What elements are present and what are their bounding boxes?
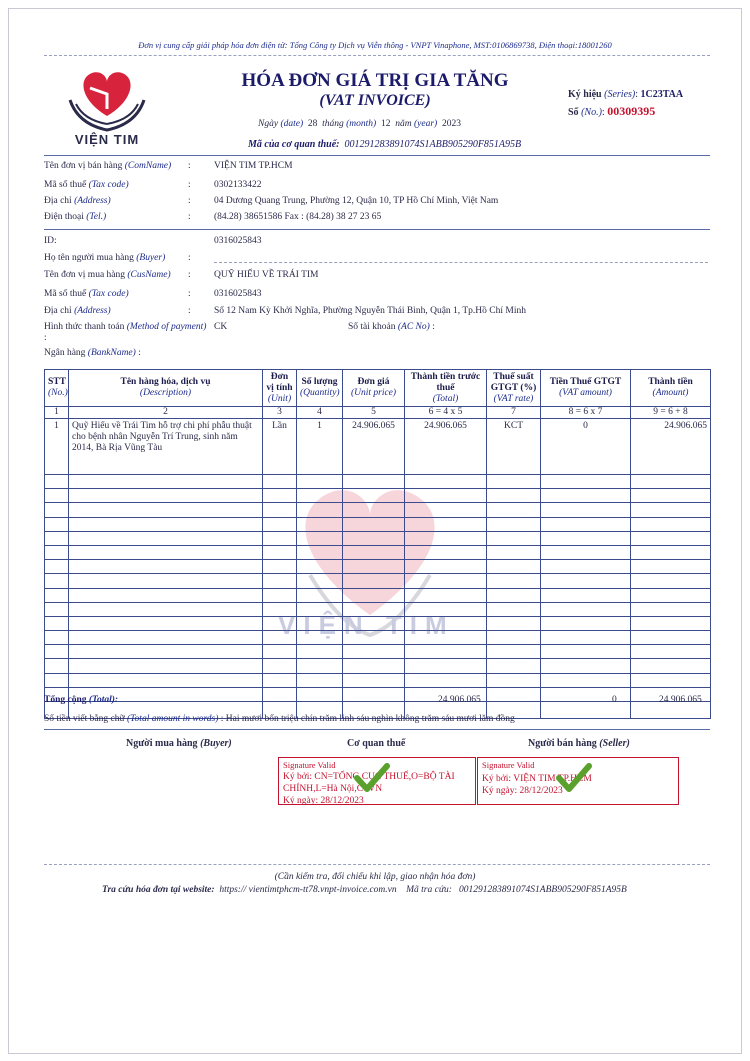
watermark-logo-text: VIỆN TIM (278, 610, 455, 640)
empty-cell (631, 574, 711, 588)
empty-cell (297, 616, 343, 630)
payment-method-label: Hình thức thanh toán (Method of payment) (44, 322, 207, 332)
header-unit-price: Đơn giá (Unit price) (343, 370, 405, 407)
seller-phone: (84.28) 38651586 Fax : (84.28) 38 27 23 65 (214, 212, 382, 222)
empty-cell (69, 574, 263, 588)
top-divider (44, 55, 710, 56)
empty-cell (487, 616, 541, 630)
colon: : (188, 180, 191, 190)
empty-cell (263, 673, 297, 687)
empty-cell (487, 588, 541, 602)
empty-cell (297, 631, 343, 645)
empty-cell (263, 574, 297, 588)
total-vat-amount: 0 (612, 695, 617, 705)
table-row (45, 517, 711, 531)
signature-status: Signature Valid (482, 760, 535, 770)
words-divider (44, 729, 710, 730)
index-cell: 8 = 6 x 7 (541, 407, 631, 419)
empty-cell (263, 687, 297, 701)
empty-cell (45, 475, 69, 489)
empty-cell (631, 531, 711, 545)
empty-cell (45, 602, 69, 616)
empty-cell (487, 687, 541, 701)
table-row (45, 631, 711, 645)
amount-in-words: Số tiền viết bằng chữ (Total amount in words) : Hai mươi bốn triệu chín trăm linh sáu nghìn không trăm sáu mươi lăm đồng (44, 714, 515, 724)
empty-cell (343, 574, 405, 588)
empty-cell (263, 560, 297, 574)
table-row (45, 545, 711, 559)
empty-cell (631, 616, 711, 630)
table-row (45, 419, 711, 475)
table-row (45, 673, 711, 687)
empty-cell (405, 574, 487, 588)
seller-tax-label: Mã số thuế (Tax code) (44, 180, 129, 190)
signed-date: Ký ngày: 28/12/2023 (283, 796, 364, 806)
index-cell: 4 (297, 407, 343, 419)
empty-cell (343, 489, 405, 503)
invoice-subtitle: (VAT INVOICE) (319, 92, 431, 109)
table-row (45, 574, 711, 588)
item-description: Quỹ Hiếu về Trái Tim hỗ trợ chi phí phẫu thuật cho bệnh nhân Nguyễn Trí Trung, sinh năm 2014, Bà Rịa Vũng Tàu (69, 419, 263, 475)
empty-cell (487, 673, 541, 687)
table-row (45, 475, 711, 489)
table-row (45, 531, 711, 545)
empty-cell (343, 517, 405, 531)
empty-cell (487, 574, 541, 588)
empty-cell (487, 560, 541, 574)
header-quantity: Số lượng (Quantity) (297, 370, 343, 407)
empty-cell (69, 588, 263, 602)
buyer-label: Họ tên người mua hàng (Buyer) (44, 253, 166, 263)
empty-cell (45, 616, 69, 630)
seller-divider (44, 229, 710, 230)
empty-cell (263, 531, 297, 545)
empty-cell (541, 602, 631, 616)
empty-cell (343, 545, 405, 559)
empty-cell (631, 673, 711, 687)
items-table (44, 369, 711, 719)
empty-cell (297, 489, 343, 503)
empty-cell (45, 631, 69, 645)
empty-cell (263, 659, 297, 673)
heart-hands-icon (62, 64, 152, 134)
empty-cell (631, 588, 711, 602)
empty-cell (297, 673, 343, 687)
empty-cell (45, 645, 69, 659)
empty-cell (631, 545, 711, 559)
empty-cell (263, 588, 297, 602)
empty-cell (487, 475, 541, 489)
footer-note: (Cần kiểm tra, đối chiếu khi lập, giao nhận hóa đơn) (274, 872, 476, 882)
table-row (45, 645, 711, 659)
empty-cell (343, 560, 405, 574)
empty-cell (405, 475, 487, 489)
table-header-row (45, 370, 711, 407)
invoice-date: Ngày (date) 28 tháng (month) 12 năm (year) 2023 (258, 119, 461, 129)
empty-cell (631, 517, 711, 531)
header-vat-amount: Tiền Thuế GTGT (VAT amount) (541, 370, 631, 407)
seller-name: VIỆN TIM TP.HCM (214, 161, 293, 171)
lookup-url[interactable]: https:// vientimtphcm-tt78.vnpt-invoice.com.vn (219, 885, 397, 895)
item-unit-price: 24.906.065 (343, 419, 405, 475)
empty-cell (45, 545, 69, 559)
empty-cell (405, 673, 487, 687)
colon: : (188, 196, 191, 206)
empty-cell (541, 645, 631, 659)
empty-cell (69, 645, 263, 659)
buyer-id-label: ID: (44, 236, 57, 246)
item-quantity: 1 (297, 419, 343, 475)
empty-cell (487, 645, 541, 659)
empty-cell (541, 659, 631, 673)
empty-cell (631, 560, 711, 574)
header-no: STT (No.) (45, 370, 69, 407)
buyer-signature-label: Người mua hàng (Buyer) (126, 738, 232, 749)
buyer-tax: 0316025843 (214, 289, 262, 299)
lookup-line: Tra cứu hóa đơn tại website: https:// vientimtphcm-tt78.vnpt-invoice.com.vn Mã tra cứu: 001291283891074S1ABB905290F851A95B (102, 885, 627, 895)
empty-cell (487, 602, 541, 616)
empty-cell (405, 489, 487, 503)
seller-name-label: Tên đơn vị bán hàng (ComName) (44, 161, 172, 171)
table-row (45, 602, 711, 616)
signed-by-cont: CHÍNH,L=Hà Nội,C=VN (283, 784, 383, 794)
table-row (45, 503, 711, 517)
buyer-address: Số 12 Nam Kỳ Khởi Nghĩa, Phường Nguyễn Thái Bình, Quận 1, Tp.Hồ Chí Minh (214, 306, 526, 316)
empty-cell (631, 602, 711, 616)
bank-label: Ngân hàng (BankName) : (44, 348, 141, 358)
empty-cell (405, 517, 487, 531)
empty-cell (343, 659, 405, 673)
empty-cell (69, 503, 263, 517)
item-total: 24.906.065 (405, 419, 487, 475)
colon: : (188, 306, 191, 316)
buyer-name-label: Tên đơn vị mua hàng (CusName) (44, 270, 171, 280)
date-day: 28 (307, 119, 318, 129)
lookup-code: 001291283891074S1ABB905290F851A95B (459, 885, 627, 895)
empty-cell (631, 645, 711, 659)
empty-cell (45, 489, 69, 503)
empty-cell (69, 489, 263, 503)
empty-cell (631, 503, 711, 517)
payment-method: CK (214, 322, 228, 332)
empty-cell (343, 673, 405, 687)
index-cell: 9 = 6 + 8 (631, 407, 711, 419)
empty-cell (343, 687, 405, 701)
empty-cell (263, 503, 297, 517)
empty-cell (45, 560, 69, 574)
empty-cell (297, 687, 343, 701)
buyer-id: 0316025843 (214, 236, 262, 246)
seller-address-label: Địa chỉ (Address) (44, 196, 111, 206)
empty-cell (405, 645, 487, 659)
empty-cell (297, 531, 343, 545)
empty-cell (541, 588, 631, 602)
colon: : (188, 161, 191, 171)
empty-cell (487, 517, 541, 531)
colon: : (188, 212, 191, 222)
empty-cell (631, 631, 711, 645)
index-cell: 6 = 4 x 5 (405, 407, 487, 419)
table-row (45, 659, 711, 673)
seller-tax: 0302133422 (214, 180, 262, 190)
empty-cell (297, 475, 343, 489)
header-amount: Thành tiền (Amount) (631, 370, 711, 407)
empty-cell (297, 560, 343, 574)
total-row: Tổng cộng (Total): (44, 695, 119, 705)
empty-cell (405, 616, 487, 630)
empty-cell (487, 489, 541, 503)
empty-cell (541, 503, 631, 517)
empty-cell (631, 489, 711, 503)
total-amount: 24.906.065 (659, 695, 702, 705)
buyer-fill-line (214, 262, 708, 263)
signed-by: Ký bởi: CN=TỔNG CỤC THUẾ,O=BỘ TÀI (283, 772, 455, 782)
checkmark-icon (354, 762, 390, 794)
colon: : (188, 289, 191, 299)
index-row (45, 407, 711, 419)
table-row (45, 588, 711, 602)
item-amount: 24.906.065 (631, 419, 711, 475)
empty-cell (69, 560, 263, 574)
colon: : (188, 253, 191, 263)
empty-cell (343, 588, 405, 602)
empty-cell (487, 631, 541, 645)
empty-cell (297, 503, 343, 517)
index-cell: 2 (69, 407, 263, 419)
empty-cell (405, 545, 487, 559)
signature-status: Signature Valid (283, 760, 336, 770)
empty-cell (405, 602, 487, 616)
seller-address: 04 Dương Quang Trung, Phường 12, Quận 10, TP Hồ Chí Minh, Việt Nam (214, 196, 499, 206)
empty-cell (297, 517, 343, 531)
logo-text: VIỆN TIM (74, 132, 140, 147)
seller-phone-label: Điện thoại (Tel.) (44, 212, 107, 222)
index-cell: 3 (263, 407, 297, 419)
index-cell: 7 (487, 407, 541, 419)
empty-cell (343, 531, 405, 545)
header-vat-rate: Thuế suất GTGT (%) (VAT rate) (487, 370, 541, 407)
empty-cell (541, 489, 631, 503)
item-vat-amount: 0 (541, 419, 631, 475)
item-no: 1 (45, 419, 69, 475)
empty-cell (405, 631, 487, 645)
empty-cell (69, 545, 263, 559)
empty-cell (631, 659, 711, 673)
footer-divider (44, 864, 710, 865)
empty-cell (45, 588, 69, 602)
empty-cell (487, 659, 541, 673)
total-cell (541, 702, 631, 719)
invoice-title: HÓA ĐƠN GIÁ TRỊ GIA TĂNG (241, 70, 509, 91)
empty-cell (541, 560, 631, 574)
buyer-name: QUỸ HIẾU VỀ TRÁI TIM (214, 270, 319, 280)
empty-cell (541, 631, 631, 645)
empty-cell (541, 475, 631, 489)
item-unit: Lần (263, 419, 297, 475)
table-row (45, 616, 711, 630)
empty-cell (263, 602, 297, 616)
provider-line: Đơn vị cung cấp giải pháp hóa đơn điện tử: Tổng Công ty Dịch vụ Viễn thông - VNPT Vinaphone, MST:0106869738, Điện thoại:18001260 (138, 40, 612, 50)
empty-cell (541, 517, 631, 531)
empty-cell (297, 659, 343, 673)
empty-cell (405, 503, 487, 517)
empty-cell (405, 531, 487, 545)
empty-cell (69, 531, 263, 545)
empty-cell (343, 503, 405, 517)
empty-cell (263, 545, 297, 559)
empty-cell (541, 574, 631, 588)
date-month: 12 (380, 119, 391, 129)
empty-cell (343, 475, 405, 489)
table-row (45, 560, 711, 574)
empty-cell (343, 602, 405, 616)
header-description: Tên hàng hóa, dịch vụ (Description) (69, 370, 263, 407)
empty-cell (69, 616, 263, 630)
empty-cell (297, 574, 343, 588)
empty-cell (263, 631, 297, 645)
empty-cell (405, 560, 487, 574)
buyer-address-label: Địa chỉ (Address) (44, 306, 111, 316)
empty-cell (541, 545, 631, 559)
buyer-tax-label: Mã số thuế (Tax code) (44, 289, 129, 299)
invoice-number: Số (No.): 00309395 (568, 104, 656, 118)
payment-colon: : (44, 333, 47, 343)
empty-cell (343, 631, 405, 645)
tax-authority-label: Cơ quan thuế (347, 738, 406, 749)
date-year: 2023 (441, 119, 461, 129)
index-cell: 1 (45, 407, 69, 419)
colon: : (188, 270, 191, 280)
empty-cell (487, 545, 541, 559)
empty-cell (487, 531, 541, 545)
empty-cell (405, 588, 487, 602)
empty-cell (343, 645, 405, 659)
index-cell: 5 (343, 407, 405, 419)
empty-cell (405, 659, 487, 673)
empty-cell (45, 517, 69, 531)
empty-cell (263, 489, 297, 503)
total-before-tax: 24.906.065 (438, 695, 481, 705)
empty-cell (297, 645, 343, 659)
empty-cell (69, 673, 263, 687)
empty-cell (45, 503, 69, 517)
signed-by: Ký bởi: VIỆN TIM TP.HCM (482, 774, 592, 784)
empty-cell (263, 517, 297, 531)
empty-cell (45, 673, 69, 687)
empty-cell (541, 673, 631, 687)
empty-cell (69, 631, 263, 645)
empty-cell (297, 545, 343, 559)
empty-cell (541, 687, 631, 701)
tax-authority-code: Mã của cơ quan thuế: 001291283891074S1ABB905290F851A95B (248, 139, 522, 150)
item-vat-rate: KCT (487, 419, 541, 475)
logo (62, 64, 152, 150)
empty-cell (263, 616, 297, 630)
table-row (45, 687, 711, 701)
empty-cell (69, 659, 263, 673)
invoice-series: Ký hiệu (Series): 1C23TAA (568, 89, 684, 100)
empty-cell (263, 645, 297, 659)
empty-cell (541, 616, 631, 630)
account-label: Số tài khoản (AC No) : (348, 322, 435, 332)
empty-cell (297, 602, 343, 616)
empty-cell (297, 588, 343, 602)
header-total: Thành tiền trước thuế (Total) (405, 370, 487, 407)
header-divider (44, 155, 710, 156)
empty-cell (541, 531, 631, 545)
table-row (45, 489, 711, 503)
empty-cell (45, 574, 69, 588)
empty-cell (263, 475, 297, 489)
seller-signature-label: Người bán hàng (Seller) (528, 738, 630, 749)
empty-cell (45, 531, 69, 545)
empty-cell (69, 517, 263, 531)
header-unit: Đơn vị tính (Unit) (263, 370, 297, 407)
empty-cell (45, 659, 69, 673)
empty-cell (69, 602, 263, 616)
empty-cell (487, 503, 541, 517)
empty-cell (343, 616, 405, 630)
empty-cell (69, 475, 263, 489)
checkmark-icon (556, 762, 592, 794)
empty-cell (631, 475, 711, 489)
signed-date: Ký ngày: 28/12/2023 (482, 786, 563, 796)
